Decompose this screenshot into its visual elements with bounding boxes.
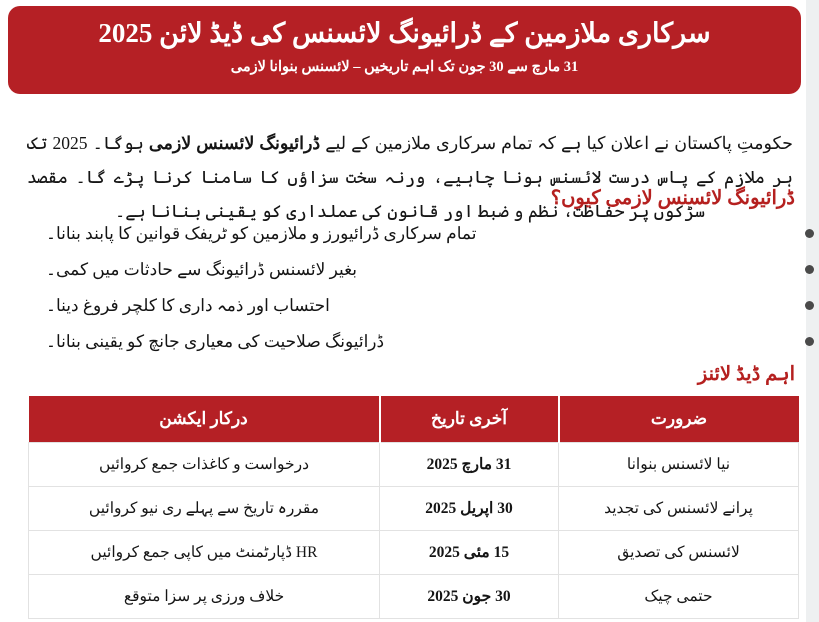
header-banner (8, 6, 801, 94)
cell-action: درخواست و کاغذات جمع کروائیں (29, 443, 380, 487)
table-row (29, 531, 799, 575)
cell-date: 30 جون 2025 (380, 575, 559, 619)
table-row (29, 443, 799, 487)
page-subtitle: 31 مارچ سے 30 جون تک اہم تاریخیں – لائسنس بنوانا لازمی (230, 59, 579, 76)
table-header (29, 396, 799, 443)
column-header-need: ضرورت (559, 396, 799, 443)
list-item-label: احتساب اور ذمہ داری کا کلچر فروغ دینا۔ (46, 296, 330, 315)
cell-action: خلاف ورزی پر سزا متوقع (29, 575, 380, 619)
table-row (29, 487, 799, 531)
intro-text-part1: حکومتِ پاکستان نے اعلان کیا ہے کہ تمام سرکاری ملازمین کے لیے (320, 132, 793, 153)
cell-date: 15 مئی 2025 (380, 531, 559, 575)
section-heading-deadlines: اہم ڈیڈ لائنز (697, 364, 795, 385)
reasons-list (0, 218, 819, 362)
list-item-label: ڈرائیونگ صلاحیت کی معیاری جانچ کو یقینی بنانا۔ (46, 332, 385, 351)
cell-need: نیا لائسنس بنوانا (559, 443, 799, 487)
table-row (29, 575, 799, 619)
intro-emphasis: ڈرائیونگ لائسنس لازمی (148, 132, 321, 153)
cell-need: حتمی چیک (559, 575, 799, 619)
table-header-row (29, 396, 799, 443)
cell-action: HR ڈپارٹمنٹ میں کاپی جمع کروائیں (29, 531, 380, 575)
list-item-label: بغیر لائسنس ڈرائیونگ سے حادثات میں کمی۔ (46, 260, 358, 279)
cell-action: مقررہ تاریخ سے پہلے ری نیو کروائیں (29, 487, 380, 531)
page-title: سرکاری ملازمین کے ڈرائیونگ لائسنس کی ڈیڈ لائن 2025 (98, 18, 711, 48)
list-item (0, 254, 819, 285)
list-item-label: تمام سرکاری ڈرائیورز و ملازمین کو ٹریفک قوانین کا پابند بنانا۔ (46, 224, 477, 243)
bullet-dot-icon (805, 337, 814, 346)
list-item (0, 218, 819, 249)
intro-text-part2: ہوگا۔ 2025 تک ہر ملازم کے پاس درست لائسنس ہونا چاہیے، ورنہ سخت سزاؤں کا سامنا کرنا پڑے گا۔ مقصد سڑکوں پر حفاظت، نظم و ضبط اور قانون کی عملداری کو یقینی بنانا ہے۔ (27, 132, 793, 221)
list-item (0, 290, 819, 321)
column-header-action: درکار ایکشن (29, 396, 380, 443)
column-header-date: آخری تاریخ (380, 396, 559, 443)
cell-date: 30 اپریل 2025 (380, 487, 559, 531)
deadlines-table (28, 396, 799, 619)
bullet-dot-icon (805, 265, 814, 274)
cell-need: پرانے لائسنس کی تجدید (559, 487, 799, 531)
list-item (0, 326, 819, 357)
section-heading-why: ڈرائیونگ لائسنس لازمی کیوں؟ (550, 188, 795, 209)
intro-paragraph (27, 126, 793, 228)
bullet-dot-icon (805, 229, 814, 238)
table-body (29, 443, 799, 619)
cell-need: لائسنس کی تصدیق (559, 531, 799, 575)
bullet-dot-icon (805, 301, 814, 310)
cell-date: 31 مارچ 2025 (380, 443, 559, 487)
